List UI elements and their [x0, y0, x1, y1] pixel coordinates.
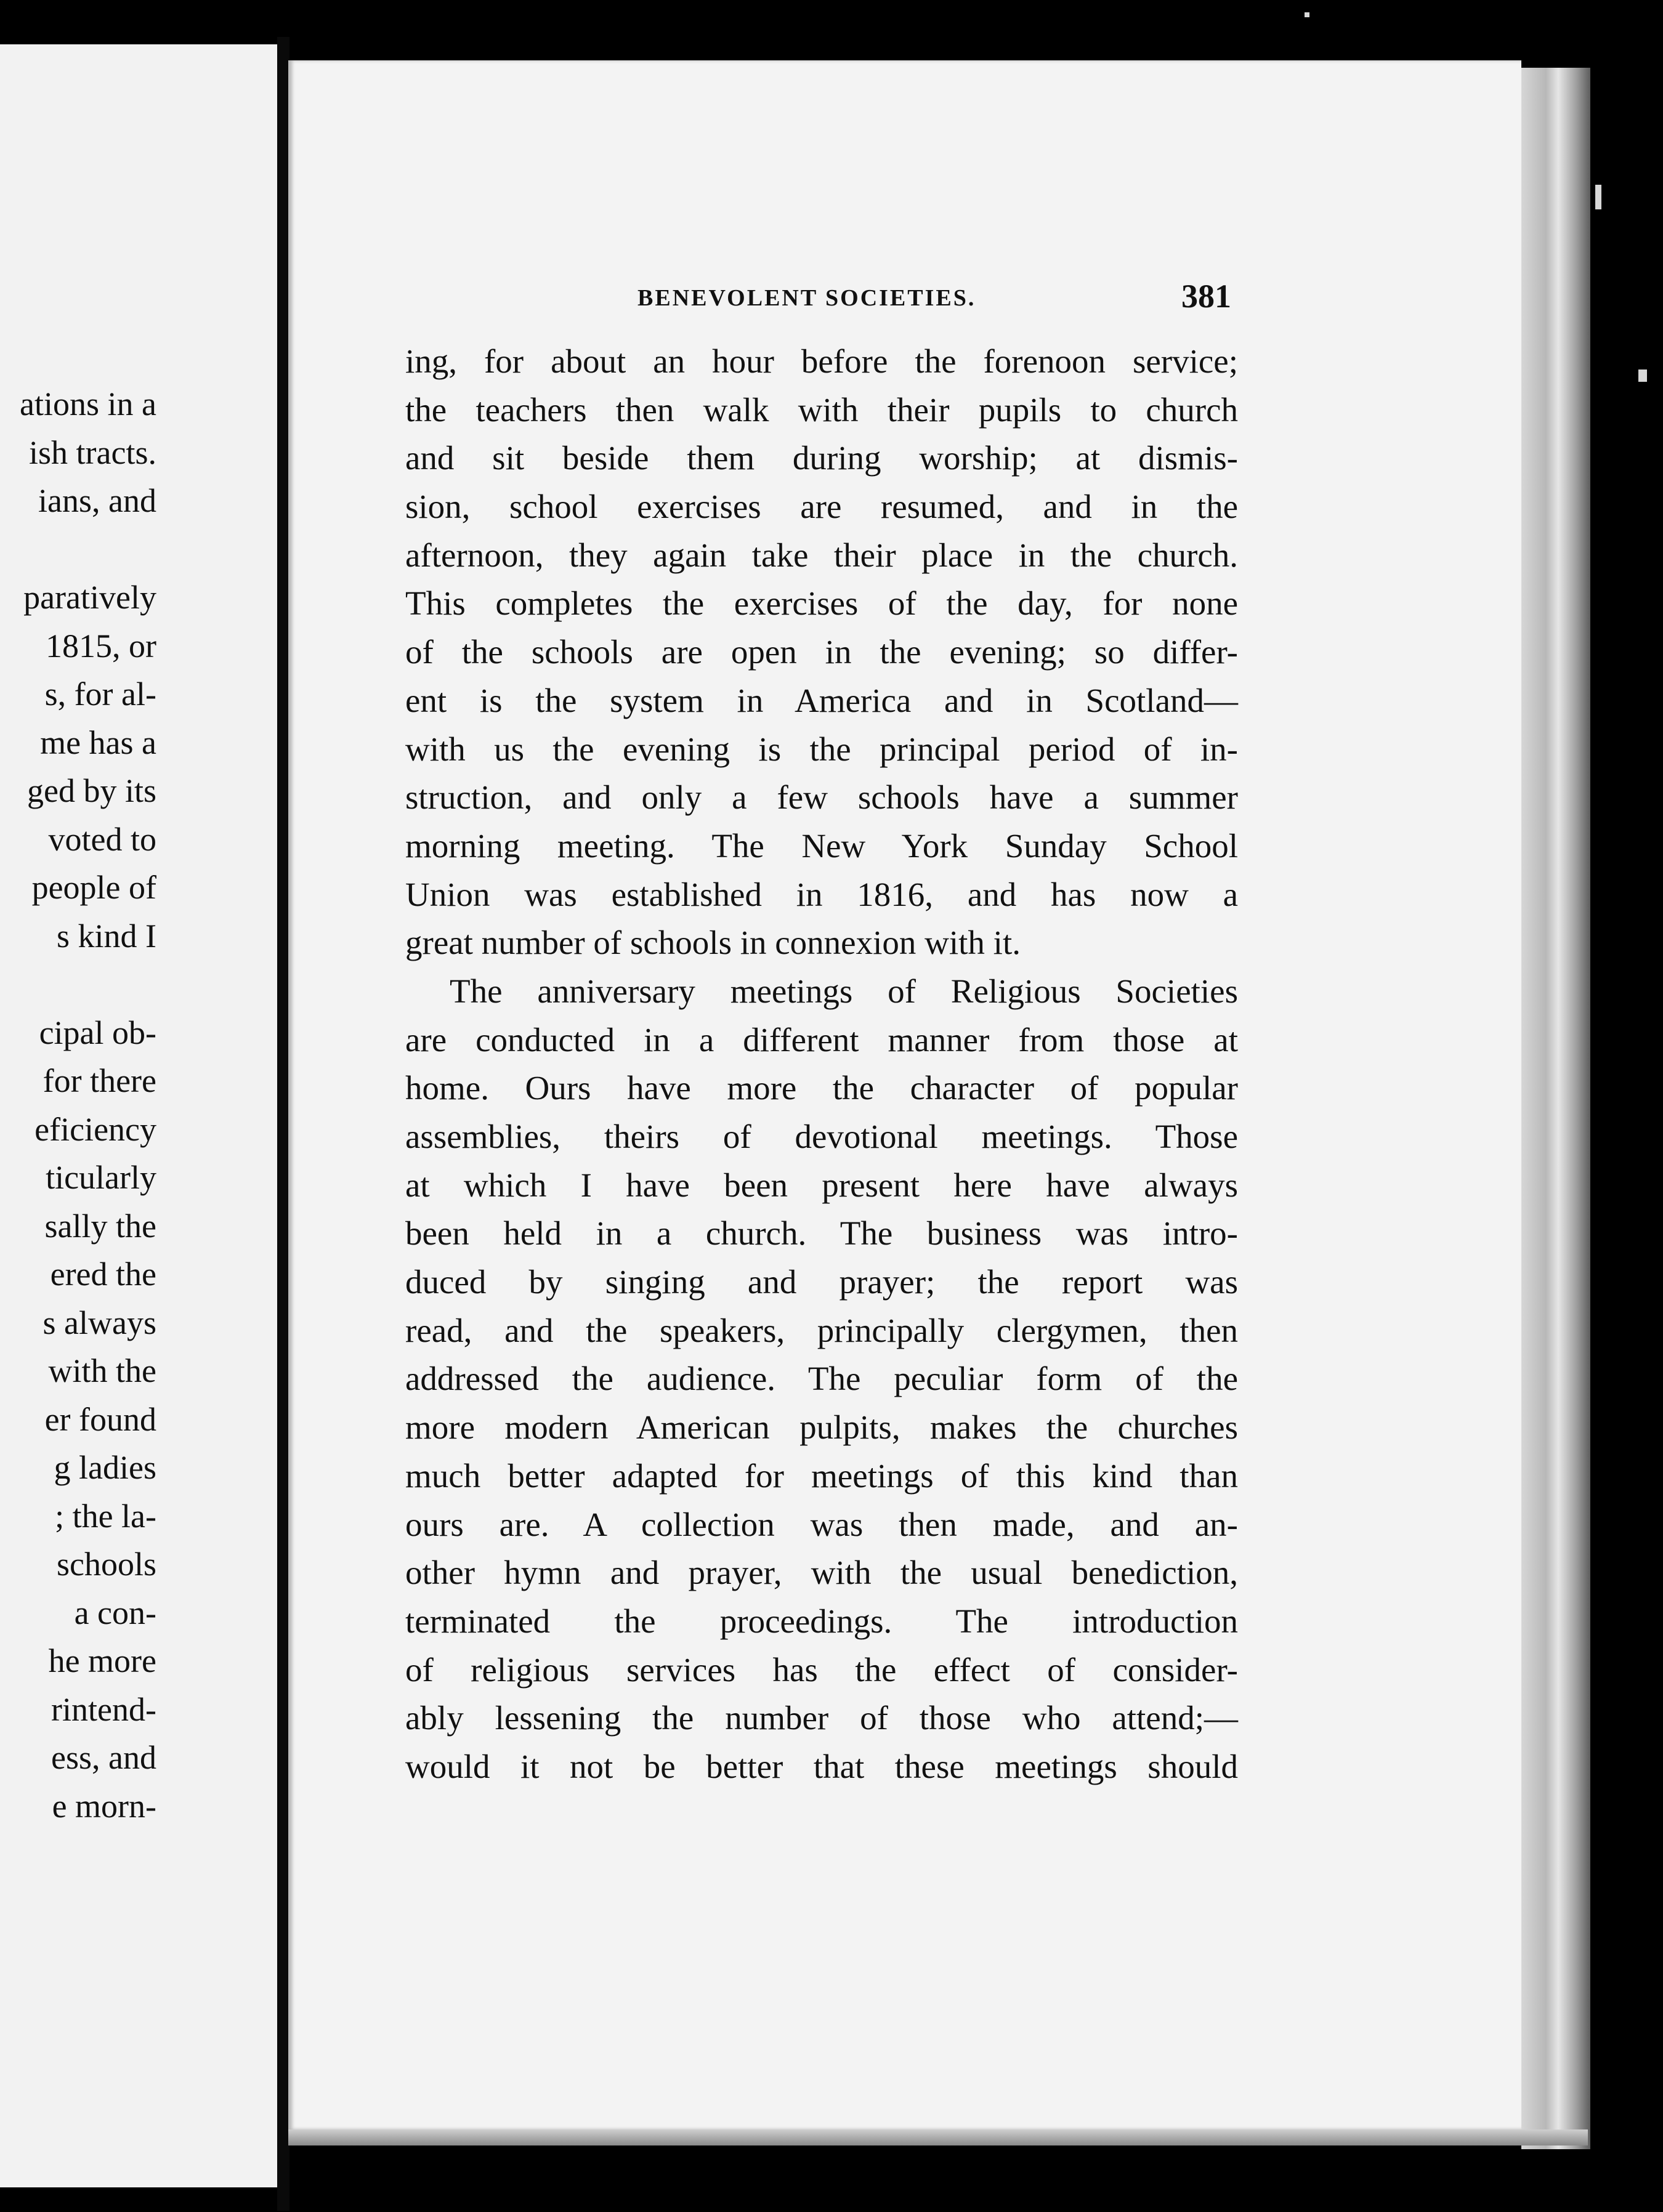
text-line: at which I have been present here have always: [405, 1166, 1238, 1204]
previous-page-line: with the: [48, 1352, 156, 1389]
previous-page-line: s, for al-: [44, 676, 156, 712]
text-line: afternoon, they again take their place in the church.: [405, 536, 1238, 574]
page-bottom-edge: [288, 2129, 1588, 2145]
text-line: ent is the system in America and in Scotland—: [405, 681, 1238, 719]
text-line: of the schools are open in the evening; so differ-: [405, 633, 1238, 671]
previous-page-line: ged by its: [27, 772, 156, 809]
text-line: read, and the speakers, principally clergymen, then: [405, 1311, 1238, 1349]
previous-page-line: ess, and: [51, 1739, 156, 1776]
text-line: The anniversary meetings of Religious Societies: [450, 972, 1238, 1010]
text-line: Union was established in 1816, and has now a: [405, 875, 1238, 913]
previous-page-line: voted to: [48, 820, 156, 858]
text-line: home. Ours have more the character of popular: [405, 1069, 1238, 1107]
previous-page-line: ations in a: [20, 385, 156, 422]
previous-page-line: me has a: [40, 724, 156, 761]
previous-page-line: eficiency: [34, 1110, 156, 1148]
text-line: much better adapted for meetings of this kind than: [405, 1456, 1238, 1495]
scan-speck: [1305, 12, 1309, 17]
previous-page-line: [0, 525, 156, 574]
scan-speck: [1595, 185, 1601, 209]
previous-page-line: er found: [44, 1400, 156, 1438]
previous-page-line: ered the: [50, 1256, 156, 1293]
text-line: the teachers then walk with their pupils to church: [405, 390, 1238, 429]
text-line: This completes the exercises of the day, for none: [405, 584, 1238, 623]
previous-page-line: sally the: [44, 1207, 156, 1245]
previous-page-line: people of: [31, 869, 156, 906]
scan-speck: [1638, 369, 1647, 382]
previous-page-line: ish tracts.: [29, 434, 156, 471]
previous-page-line: rintend-: [51, 1690, 156, 1728]
previous-page-line: a con-: [74, 1594, 156, 1631]
page-number: 381: [1181, 278, 1231, 315]
previous-page-line: [0, 960, 156, 1009]
text-line: terminated the proceedings. The introduction: [405, 1602, 1238, 1640]
previous-page-text: [0, 44, 156, 1830]
previous-page-line: paratively: [23, 579, 156, 616]
text-line: more modern American pulpits, makes the churches: [405, 1408, 1238, 1447]
previous-page-line: g ladies: [54, 1449, 156, 1486]
text-line: ing, for about an hour before the forenoon service;: [405, 342, 1238, 380]
previous-page-line: e morn-: [52, 1787, 156, 1825]
previous-page-line: cipal ob-: [39, 1014, 156, 1051]
text-line: sion, school exercises are resumed, and in the: [405, 488, 1238, 526]
text-line: assemblies, theirs of devotional meetings. Those: [405, 1118, 1238, 1155]
page-stack-edge: [1521, 68, 1590, 2149]
text-line: other hymn and prayer, with the usual benediction,: [405, 1554, 1238, 1592]
text-line: addressed the audience. The peculiar form of the: [405, 1360, 1238, 1398]
previous-page-line: 1815, or: [46, 627, 156, 664]
text-line: duced by singing and prayer; the report was: [405, 1263, 1238, 1301]
previous-page: [0, 44, 279, 2187]
text-line: of religious services has the effect of consider-: [405, 1650, 1238, 1689]
previous-page-line: ticularly: [46, 1159, 156, 1196]
previous-page-line: ians, and: [38, 482, 156, 519]
running-head: BENEVOLENT SOCIETIES.: [637, 285, 976, 311]
text-line: great number of schools in connexion with it.: [405, 924, 1021, 962]
text-line: struction, and only a few schools have a summer: [405, 778, 1238, 817]
text-line: with us the evening is the principal period of in-: [405, 730, 1238, 768]
page-body-text: [405, 337, 1238, 1791]
previous-page-line: ; the la-: [55, 1497, 156, 1535]
text-line: morning meeting. The New York Sunday School: [405, 826, 1238, 865]
book-gutter: [277, 37, 289, 2211]
text-line: ours are. A collection was then made, and an-: [405, 1505, 1238, 1543]
previous-page-line: for there: [42, 1062, 156, 1099]
previous-page-line: s always: [42, 1304, 156, 1341]
previous-page-line: schools: [57, 1546, 156, 1583]
text-line: are conducted in a different manner from those at: [405, 1020, 1238, 1059]
text-line: ably lessening the number of those who attend;—: [405, 1699, 1238, 1737]
previous-page-line: he more: [48, 1642, 156, 1679]
previous-page-line: s kind I: [57, 917, 156, 955]
text-line: been held in a church. The business was intro-: [405, 1214, 1238, 1253]
text-line: and sit beside them during worship; at dismis-: [405, 439, 1238, 477]
text-line: would it not be better that these meetings should: [405, 1747, 1238, 1785]
